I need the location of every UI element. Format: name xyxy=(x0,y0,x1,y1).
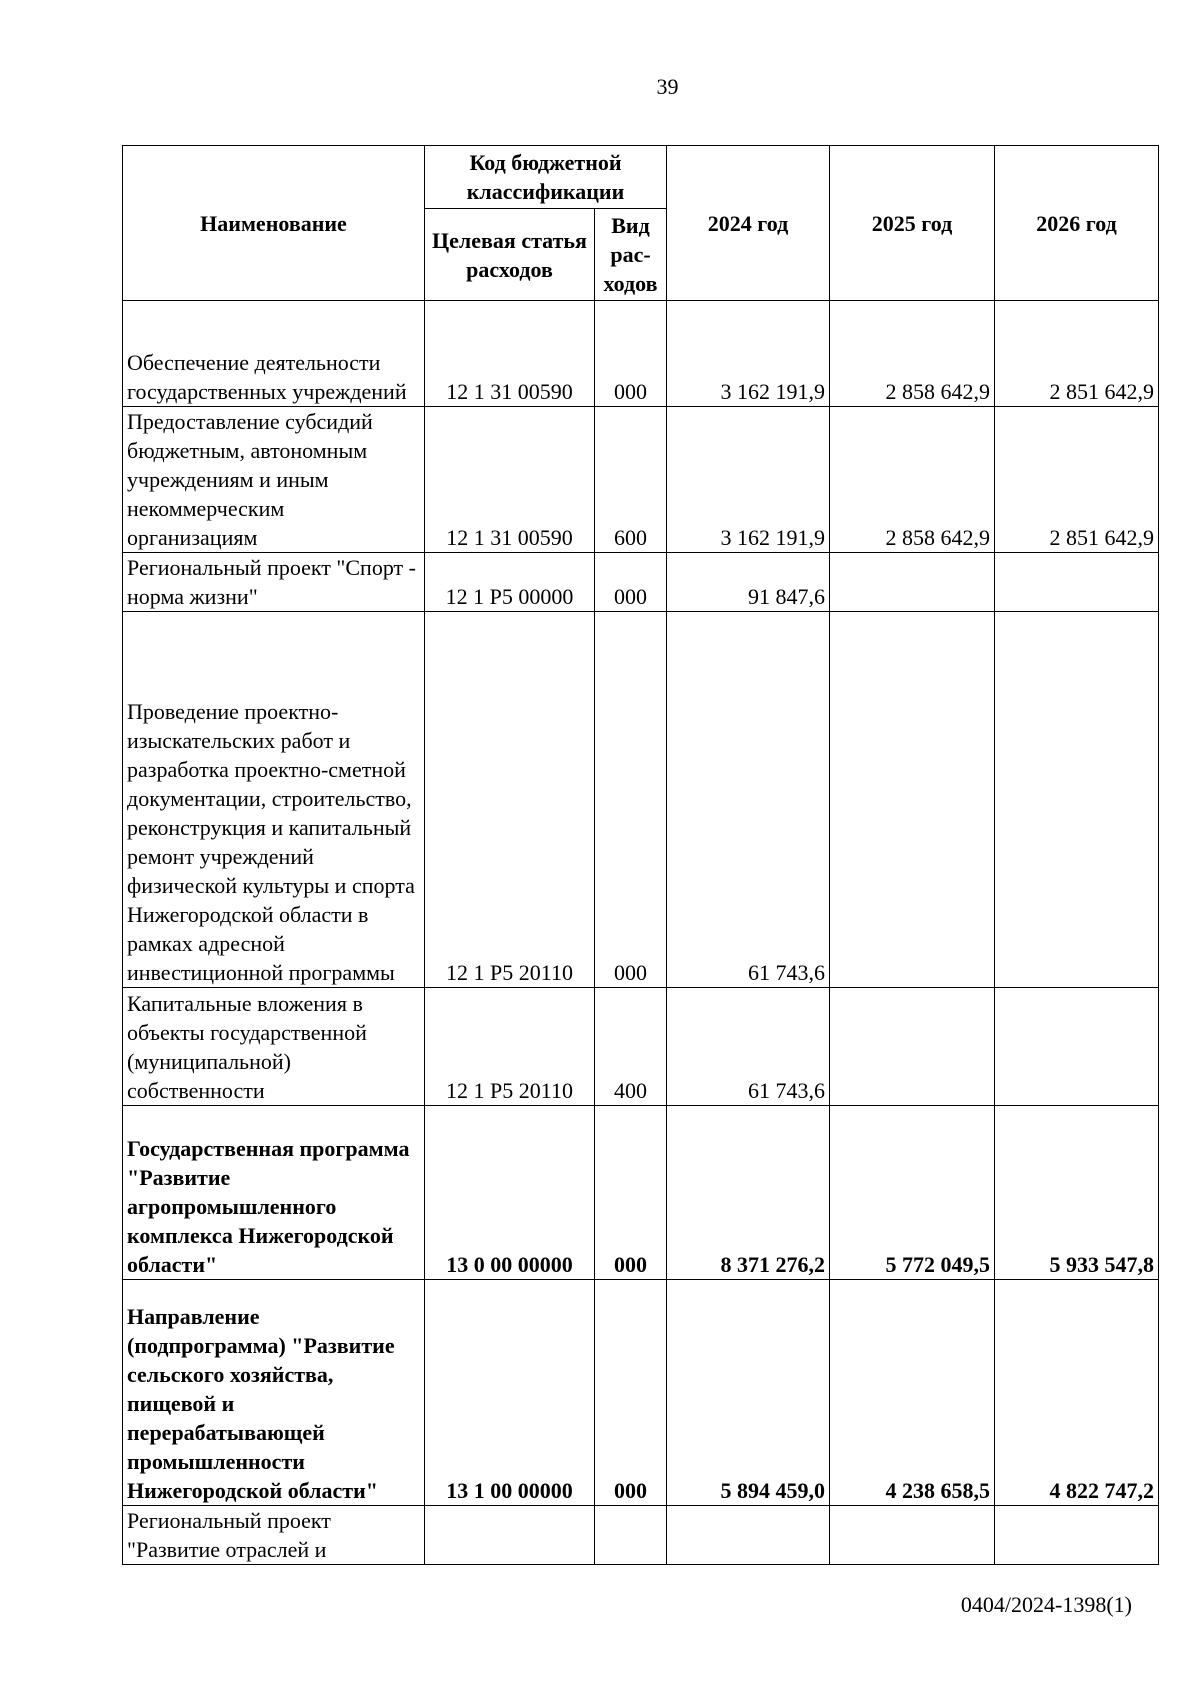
table-row xyxy=(123,988,1159,1106)
row-2026-value xyxy=(995,1506,1159,1565)
row-name: Направление (подпрограмма) "Развитие сельского хозяйства, пищевой и перерабатывающей промышленности Нижегородской области" xyxy=(123,1280,425,1506)
row-2024-value: 5 894 459,0 xyxy=(667,1280,830,1506)
row-2026-value: 2 851 642,9 xyxy=(995,301,1159,407)
row-2024-value: 61 743,6 xyxy=(667,612,830,988)
header-target: Целевая статья расходов xyxy=(425,209,595,301)
header-2024: 2024 год xyxy=(667,146,830,301)
row-type-code: 400 xyxy=(595,988,667,1106)
row-type-code xyxy=(595,1506,667,1565)
row-target-code: 12 1 P5 20110 xyxy=(425,612,595,988)
row-2024-value: 3 162 191,9 xyxy=(667,407,830,553)
row-type-code: 000 xyxy=(595,1106,667,1280)
row-name: Региональный проект "Спорт - норма жизни" xyxy=(123,553,425,612)
row-2024-value: 91 847,6 xyxy=(667,553,830,612)
row-type-code: 600 xyxy=(595,407,667,553)
row-type-code: 000 xyxy=(595,553,667,612)
row-name: Капитальные вложения в объекты государственной (муниципальной) собственности xyxy=(123,988,425,1106)
row-name: Региональный проект "Развитие отраслей и xyxy=(123,1506,425,1565)
table-row xyxy=(123,612,1159,988)
row-target-code: 13 0 00 00000 xyxy=(425,1106,595,1280)
row-2025-value: 5 772 049,5 xyxy=(830,1106,995,1280)
header-row-1 xyxy=(123,146,1159,209)
row-target-code: 12 1 P5 20110 xyxy=(425,988,595,1106)
table-row xyxy=(123,1106,1159,1280)
row-2025-value xyxy=(830,988,995,1106)
header-name: Наименование xyxy=(123,146,425,301)
row-2025-value xyxy=(830,553,995,612)
row-name: Предоставление субсидий бюджетным, автономным учреждениям и иным некоммерческим организациям xyxy=(123,407,425,553)
row-name: Проведение проектно-изыскательских работ и разработка проектно-сметной документации, строительство, реконструкция и капитальный ремонт учреждений физической культуры и спорта Нижегородской области в рамках адресной инвестиционной программы xyxy=(123,612,425,988)
document-id: 0404/2024-1398(1) xyxy=(960,1592,1132,1617)
row-2024-value: 61 743,6 xyxy=(667,988,830,1106)
header-2026: 2026 год xyxy=(995,146,1159,301)
row-type-code: 000 xyxy=(595,301,667,407)
header-type: Вид рас-ходов xyxy=(595,209,667,301)
row-name: Обеспечение деятельности государственных учреждений xyxy=(123,301,425,407)
row-2026-value xyxy=(995,553,1159,612)
row-2025-value xyxy=(830,1506,995,1565)
header-2025: 2025 год xyxy=(830,146,995,301)
table-row xyxy=(123,1506,1159,1565)
row-2026-value: 2 851 642,9 xyxy=(995,407,1159,553)
row-target-code: 13 1 00 00000 xyxy=(425,1280,595,1506)
row-target-code: 12 1 31 00590 xyxy=(425,407,595,553)
row-type-code: 000 xyxy=(595,1280,667,1506)
row-2026-value: 4 822 747,2 xyxy=(995,1280,1159,1506)
row-2025-value: 4 238 658,5 xyxy=(830,1280,995,1506)
row-2025-value: 2 858 642,9 xyxy=(830,301,995,407)
row-2026-value xyxy=(995,988,1159,1106)
row-2026-value xyxy=(995,612,1159,988)
table-row xyxy=(123,1280,1159,1506)
budget-table xyxy=(122,145,1159,1565)
row-target-code: 12 1 31 00590 xyxy=(425,301,595,407)
row-name: Государственная программа "Развитие агропромышленного комплекса Нижегородской области" xyxy=(123,1106,425,1280)
row-2024-value xyxy=(667,1506,830,1565)
row-target-code xyxy=(425,1506,595,1565)
page-number: 39 xyxy=(656,74,679,99)
table-row xyxy=(123,553,1159,612)
row-2024-value: 3 162 191,9 xyxy=(667,301,830,407)
table-row xyxy=(123,301,1159,407)
header-code-group: Код бюджетной классификации xyxy=(425,146,667,209)
row-2025-value: 2 858 642,9 xyxy=(830,407,995,553)
table-row xyxy=(123,407,1159,553)
row-2024-value: 8 371 276,2 xyxy=(667,1106,830,1280)
row-2026-value: 5 933 547,8 xyxy=(995,1106,1159,1280)
row-2025-value xyxy=(830,612,995,988)
row-target-code: 12 1 P5 00000 xyxy=(425,553,595,612)
row-type-code: 000 xyxy=(595,612,667,988)
